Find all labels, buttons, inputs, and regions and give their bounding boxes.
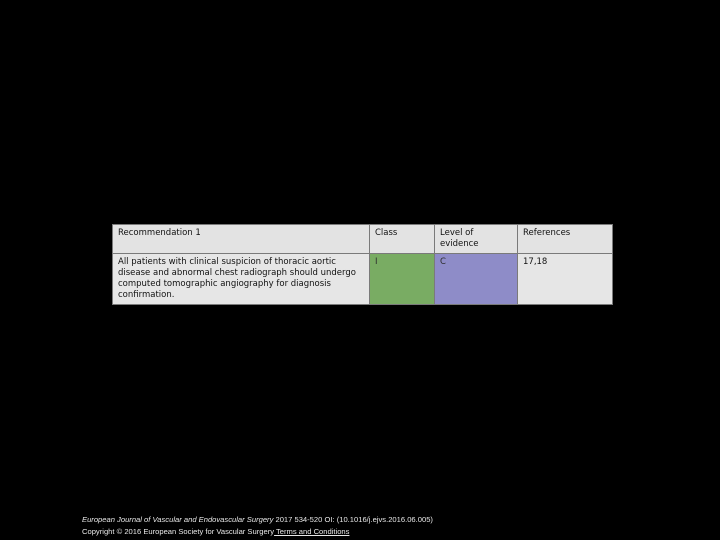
terms-and-conditions-link[interactable]: Terms and Conditions: [274, 527, 350, 536]
table-row: [113, 254, 613, 305]
recommendation-text: All patients with clinical suspicion of thoracic aortic disease and abnormal chest radiograph should undergo computed tomographic angiography for diagnosis confirmation.: [113, 254, 370, 305]
class-value: I: [370, 254, 435, 305]
header-recommendation: Recommendation 1: [113, 225, 370, 254]
citation-footer: [82, 514, 433, 538]
citation-line: [82, 514, 433, 526]
copyright-text: Copyright © 2016 European Society for Vascular Surgery: [82, 527, 275, 536]
level-of-evidence-value: C: [435, 254, 518, 305]
journal-name: European Journal of Vascular and Endovascular Surgery: [82, 515, 274, 524]
header-class: Class: [370, 225, 435, 254]
citation-details: 2017 534-520 OI: (10.1016/j.ejvs.2016.06.005): [273, 515, 433, 524]
header-level-of-evidence: Level of evidence: [435, 225, 518, 254]
header-references: References: [518, 225, 613, 254]
recommendation-table: [112, 224, 613, 305]
references-value: 17,18: [518, 254, 613, 305]
table-header-row: [113, 225, 613, 254]
copyright-line: [82, 526, 433, 538]
